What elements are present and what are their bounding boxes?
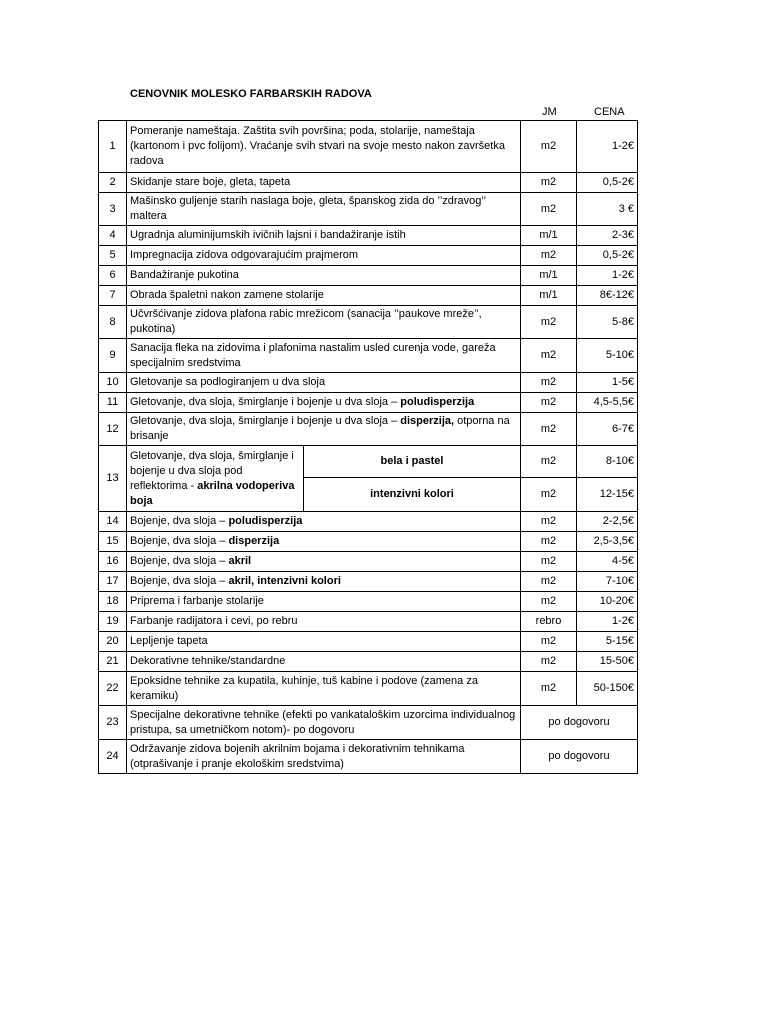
table-row (99, 612, 638, 632)
subrow-label: intenzivni kolori (304, 478, 521, 512)
row-price-agreement: po dogovoru (521, 706, 638, 740)
row-number: 16 (99, 552, 127, 572)
row-number: 3 (99, 193, 127, 226)
row-price: 4-5€ (577, 552, 638, 572)
description-text: Priprema i farbanje stolarije (130, 595, 264, 607)
row-description (127, 286, 521, 306)
table-row (99, 173, 638, 193)
description-text: Gletovanje sa podlogiranjem u dva sloja (130, 376, 326, 388)
price-table (98, 120, 638, 774)
row-price: 5-8€ (577, 306, 638, 339)
row-unit: m2 (521, 446, 577, 478)
row-price: 5-10€ (577, 339, 638, 373)
row-number: 17 (99, 572, 127, 592)
row-description (127, 193, 521, 226)
row-description (127, 592, 521, 612)
row-description (127, 393, 521, 413)
table-row (99, 121, 638, 173)
row-unit: m2 (521, 246, 577, 266)
row-unit: m/1 (521, 266, 577, 286)
row-description (127, 339, 521, 373)
row-price: 8-10€ (577, 446, 638, 478)
description-text: Sanacija fleka na zidovima i plafonima nastalim usled curenja vode, gareža specijalnim sredstvima (130, 341, 496, 369)
row-unit: rebro (521, 612, 577, 632)
row-description (127, 532, 521, 552)
subrow-label: bela i pastel (304, 446, 521, 478)
table-row (99, 286, 638, 306)
table-row (99, 246, 638, 266)
description-text: Održavanje zidova bojenih akrilnim bojama i dekorativnim tehnikama (otprašivanje i pranje ekološkim sredstvima) (130, 742, 465, 770)
table-row (99, 306, 638, 339)
row-number: 24 (99, 740, 127, 774)
description-bold: akrilna vodoperiva boja (130, 479, 295, 507)
row-number: 12 (99, 413, 127, 446)
description-text: Bojenje, dva sloja – (130, 555, 229, 567)
row-price: 10-20€ (577, 592, 638, 612)
row-description (127, 512, 521, 532)
description-text: Skidanje stare boje, gleta, tapeta (130, 176, 291, 188)
row-price: 6-7€ (577, 413, 638, 446)
row-description (127, 413, 521, 446)
table-row (99, 266, 638, 286)
row-price: 1-5€ (577, 373, 638, 393)
row-number: 6 (99, 266, 127, 286)
description-text: Ugradnja aluminijumskih ivičnih lajsni i bandažiranje istih (130, 229, 406, 241)
row-price-agreement: po dogovoru (521, 740, 638, 774)
row-number: 19 (99, 612, 127, 632)
row-description (127, 612, 521, 632)
description-text: Lepljenje tapeta (130, 635, 208, 647)
table-row (99, 413, 638, 446)
row-number: 15 (99, 532, 127, 552)
row-price: 4,5-5,5€ (577, 393, 638, 413)
description-text: Specijalne dekorativne tehnike (efekti po vankataloškim uzorcima individualnog pristupa, sa umetničkom notom)- po dogovoru (130, 708, 516, 736)
row-unit: m2 (521, 672, 577, 706)
row-number: 1 (99, 121, 127, 173)
row-number: 22 (99, 672, 127, 706)
row-number: 18 (99, 592, 127, 612)
row-description (127, 572, 521, 592)
row-description (127, 226, 521, 246)
description-bold: disperzija (228, 535, 280, 547)
row-description (127, 446, 304, 512)
table-row (99, 339, 638, 373)
row-number: 8 (99, 306, 127, 339)
description-text: Bojenje, dva sloja – (130, 515, 229, 527)
row-description (127, 652, 521, 672)
row-description (127, 672, 521, 706)
row-price: 2,5-3,5€ (577, 532, 638, 552)
page-title: CENOVNIK MOLESKO FARBARSKIH RADOVA (130, 88, 372, 100)
row-number: 23 (99, 706, 127, 740)
row-unit: m2 (521, 512, 577, 532)
row-price: 50-150€ (577, 672, 638, 706)
table-row (99, 226, 638, 246)
row-description (127, 266, 521, 286)
description-text: Bojenje, dva sloja – (130, 575, 229, 587)
row-unit: m2 (521, 173, 577, 193)
table-row (99, 652, 638, 672)
row-number: 11 (99, 393, 127, 413)
row-unit: m2 (521, 306, 577, 339)
row-number: 21 (99, 652, 127, 672)
description-text: Bandažiranje pukotina (130, 269, 239, 281)
row-price: 0,5-2€ (577, 246, 638, 266)
row-unit: m2 (521, 478, 577, 512)
description-text: Gletovanje, dva sloja, šmirglanje i bojenje u dva sloja – (130, 415, 401, 427)
table-row (99, 572, 638, 592)
table-row (99, 706, 638, 740)
row-price: 2-3€ (577, 226, 638, 246)
row-price: 12-15€ (577, 478, 638, 512)
row-number: 7 (99, 286, 127, 306)
row-number: 9 (99, 339, 127, 373)
row-description (127, 706, 521, 740)
table-row (99, 393, 638, 413)
description-text: Obrada špaletni nakon zamene stolarije (130, 289, 324, 301)
row-unit: m2 (521, 193, 577, 226)
row-unit: m/1 (521, 226, 577, 246)
row-number: 10 (99, 373, 127, 393)
row-number: 14 (99, 512, 127, 532)
description-text: Bojenje, dva sloja – (130, 535, 229, 547)
row-price: 0,5-2€ (577, 173, 638, 193)
row-price: 2-2,5€ (577, 512, 638, 532)
row-description (127, 632, 521, 652)
column-header-cena: CENA (594, 106, 625, 118)
description-text: Dekorativne tehnike/standardne (130, 655, 286, 667)
table-row (99, 373, 638, 393)
description-text: Učvršćivanje zidova plafona rabic mrežicom (sanacija ’’paukove mreže’’, pukotina) (130, 308, 482, 335)
description-text: Farbanje radijatora i cevi, po rebru (130, 615, 298, 627)
row-description (127, 246, 521, 266)
row-number: 5 (99, 246, 127, 266)
description-bold: poludisperzija (228, 515, 303, 527)
description-after: otporna na brisanje (130, 415, 510, 442)
row-unit: m2 (521, 532, 577, 552)
description-text: Impregnacija zidova odgovarajućim prajmerom (130, 249, 359, 261)
row-unit: m2 (521, 632, 577, 652)
table-row (99, 552, 638, 572)
table-row (99, 632, 638, 652)
description-text: Epoksidne tehnike za kupatila, kuhinje, tuš kabine i podove (zamena za keramiku) (130, 674, 478, 702)
table-row (99, 532, 638, 552)
row-unit: m2 (521, 572, 577, 592)
description-bold: poludisperzija (400, 396, 475, 408)
table-row (99, 446, 638, 478)
row-unit: m2 (521, 652, 577, 672)
row-unit: m2 (521, 393, 577, 413)
row-description (127, 173, 521, 193)
row-number: 20 (99, 632, 127, 652)
row-description (127, 121, 521, 173)
row-number: 4 (99, 226, 127, 246)
row-description (127, 740, 521, 774)
row-price: 8€-12€ (577, 286, 638, 306)
row-unit: m2 (521, 413, 577, 446)
table-row (99, 672, 638, 706)
row-description (127, 306, 521, 339)
description-bold: disperzija, (400, 415, 455, 427)
row-price: 1-2€ (577, 121, 638, 173)
row-unit: m2 (521, 592, 577, 612)
row-unit: m/1 (521, 286, 577, 306)
row-unit: m2 (521, 552, 577, 572)
description-text: Gletovanje, dva sloja, šmirglanje i bojenje u dva sloja – (130, 396, 401, 408)
column-header-jm: JM (542, 106, 557, 118)
description-text: Pomeranje nameštaja. Zaštita svih površina; poda, stolarije, nameštaja (kartonom i pvc folijom). Vraćanje svih stvari na svoje mesto nakon završetka radova (130, 125, 505, 167)
row-price: 1-2€ (577, 266, 638, 286)
row-price: 5-15€ (577, 632, 638, 652)
row-price: 1-2€ (577, 612, 638, 632)
description-text: Mašinsko guljenje starih naslaga boje, gleta, španskog zida do ’’zdravog’’ maltera (130, 195, 486, 222)
row-price: 7-10€ (577, 572, 638, 592)
row-description (127, 552, 521, 572)
row-number: 13 (99, 446, 127, 512)
description-bold: akril (228, 555, 252, 567)
row-description (127, 373, 521, 393)
table-row (99, 193, 638, 226)
table-row (99, 512, 638, 532)
row-number: 2 (99, 173, 127, 193)
row-unit: m2 (521, 339, 577, 373)
table-row (99, 740, 638, 774)
row-price: 3 € (577, 193, 638, 226)
row-unit: m2 (521, 121, 577, 173)
description-text: Gletovanje, dva sloja, šmirglanje i bojenje u dva sloja pod reflektorima - (130, 449, 294, 492)
row-price: 15-50€ (577, 652, 638, 672)
description-bold: akril, intenzivni kolori (228, 575, 341, 587)
row-unit: m2 (521, 373, 577, 393)
table-row (99, 592, 638, 612)
